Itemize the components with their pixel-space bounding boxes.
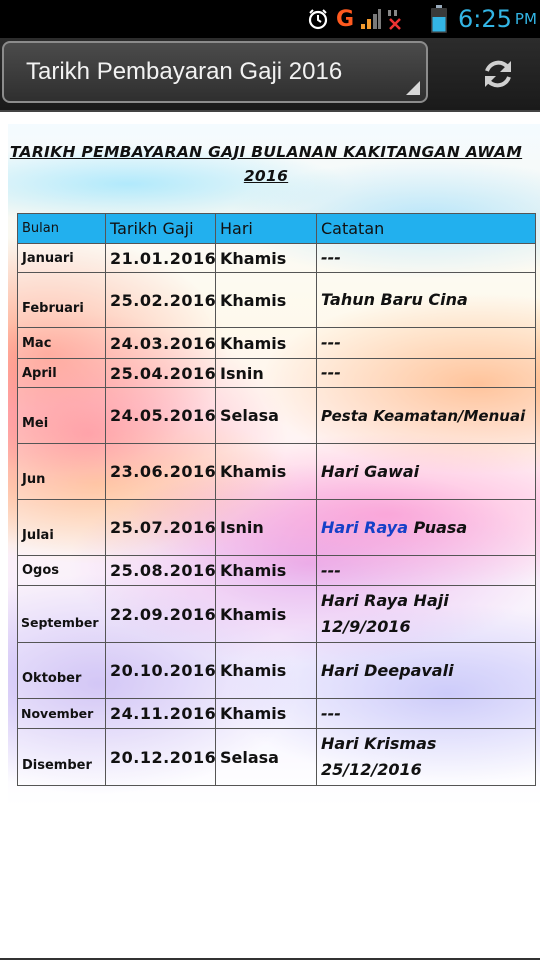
cell-hari: Khamis: [216, 273, 317, 328]
cell-catatan: [317, 500, 536, 556]
cell-bulan: Jun: [18, 444, 106, 500]
g-icon: G: [336, 6, 355, 32]
content-area: [0, 112, 540, 960]
cell-tarikh: 25.07.2016: [106, 500, 216, 556]
cell-hari: Khamis: [216, 643, 317, 699]
cell-tarikh: 25.04.2016: [106, 359, 216, 388]
table-header-row: [18, 214, 536, 244]
catatan-hari-raya: Hari Raya: [321, 517, 408, 537]
cell-hari: Khamis: [216, 586, 317, 643]
table-row: [18, 729, 536, 786]
cell-tarikh: 25.02.2016: [106, 273, 216, 328]
cell-tarikh: 21.01.2016: [106, 244, 216, 273]
catatan-line1: Hari Raya Haji: [321, 591, 449, 610]
cell-hari: Khamis: [216, 699, 317, 729]
poster-title-line2: 2016: [243, 167, 289, 185]
cell-tarikh: 24.11.2016: [106, 699, 216, 729]
cell-hari: Selasa: [216, 388, 317, 444]
cell-tarikh: 24.03.2016: [106, 328, 216, 359]
poster-title-line1: TARIKH PEMBAYARAN GAJI BULANAN KAKITANGAN AWAM: [9, 143, 523, 161]
cell-hari: Isnin: [216, 359, 317, 388]
title-spinner[interactable]: [2, 41, 428, 103]
cell-hari: Khamis: [216, 444, 317, 500]
cell-bulan: Disember: [18, 729, 106, 786]
cell-tarikh: 24.05.2016: [106, 388, 216, 444]
cell-tarikh: 23.06.2016: [106, 444, 216, 500]
table-row: [18, 643, 536, 699]
cell-catatan: ---: [317, 244, 536, 273]
clock: [458, 0, 537, 38]
cell-catatan: Tahun Baru Cina: [317, 273, 536, 328]
cell-bulan: September: [18, 586, 106, 643]
table-row: [18, 444, 536, 500]
catatan-puasa: Puasa: [407, 517, 468, 537]
col-header-bulan: Bulan: [18, 214, 106, 244]
cell-bulan: Julai: [18, 500, 106, 556]
table-row: [18, 328, 536, 359]
col-header-tarikh: Tarikh Gaji: [106, 214, 216, 244]
catatan-line2: 25/12/2016: [321, 760, 422, 779]
no-signal-icon: [386, 0, 408, 38]
clock-ampm: PM: [514, 10, 537, 28]
cell-catatan: Hari Deepavali: [317, 643, 536, 699]
col-header-hari: Hari: [216, 214, 317, 244]
cell-tarikh: 25.08.2016: [106, 556, 216, 586]
spinner-arrow-icon: [406, 81, 420, 95]
refresh-icon: [480, 56, 516, 92]
cell-bulan: Mac: [18, 328, 106, 359]
cell-hari: Isnin: [216, 500, 317, 556]
salary-table: [17, 213, 536, 786]
table-row: [18, 699, 536, 729]
cell-catatan: ---: [317, 328, 536, 359]
cell-bulan: Mei: [18, 388, 106, 444]
cell-tarikh: 22.09.2016: [106, 586, 216, 643]
cell-bulan: Oktober: [18, 643, 106, 699]
table-row: [18, 273, 536, 328]
cell-tarikh: 20.12.2016: [106, 729, 216, 786]
cell-catatan: ---: [317, 556, 536, 586]
cell-hari: Khamis: [216, 328, 317, 359]
table-row: [18, 388, 536, 444]
cell-bulan: April: [18, 359, 106, 388]
catatan-line2: 12/9/2016: [321, 617, 411, 636]
cell-catatan: [317, 729, 536, 786]
cell-catatan: Pesta Keamatan/Menuai: [317, 388, 536, 444]
table-row: [18, 586, 536, 643]
signal-icon: [360, 0, 382, 38]
table-row: [18, 244, 536, 273]
cell-catatan: ---: [317, 359, 536, 388]
clock-time: 6:25: [458, 5, 512, 33]
salary-poster-image[interactable]: [8, 124, 540, 806]
refresh-button[interactable]: [470, 52, 526, 96]
table-row: [18, 500, 536, 556]
cell-catatan: ---: [317, 699, 536, 729]
table-row: [18, 556, 536, 586]
poster-title: [8, 140, 524, 188]
battery-icon: [428, 0, 450, 38]
cell-hari: Khamis: [216, 556, 317, 586]
cell-hari: Selasa: [216, 729, 317, 786]
action-bar: [0, 38, 540, 112]
status-bar: [0, 0, 540, 38]
cell-bulan: Ogos: [18, 556, 106, 586]
cell-tarikh: 20.10.2016: [106, 643, 216, 699]
cell-bulan: November: [18, 699, 106, 729]
catatan-line1: Hari Krismas: [321, 734, 437, 753]
cell-bulan: Februari: [18, 273, 106, 328]
cell-bulan: Januari: [18, 244, 106, 273]
cell-catatan: [317, 586, 536, 643]
cell-catatan: Hari Gawai: [317, 444, 536, 500]
cell-hari: Khamis: [216, 244, 317, 273]
alarm-icon: [305, 0, 331, 38]
table-row: [18, 359, 536, 388]
spinner-label: Tarikh Pembayaran Gaji 2016: [26, 58, 343, 85]
col-header-catatan: Catatan: [317, 214, 536, 244]
